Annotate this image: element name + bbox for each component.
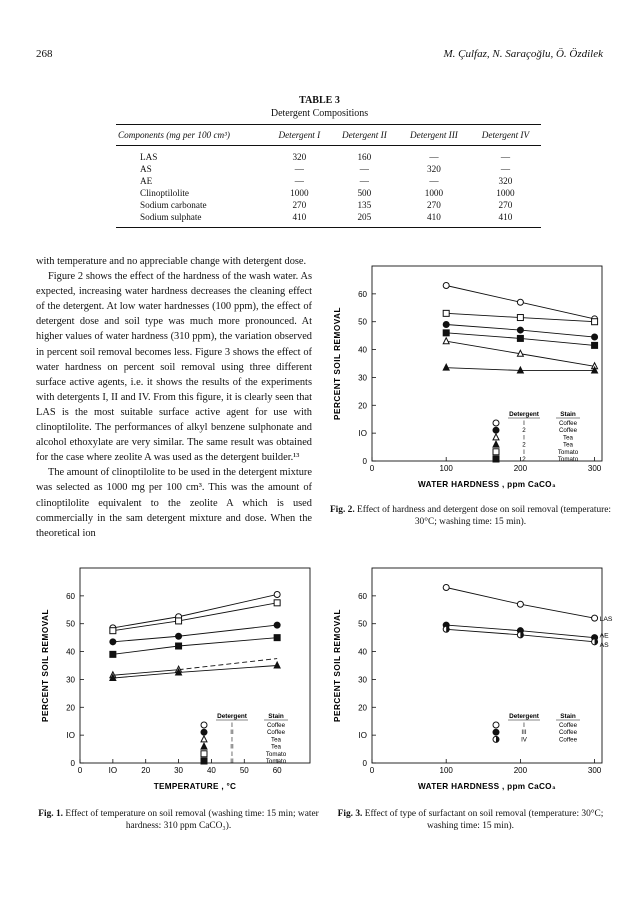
data-point [517, 601, 523, 607]
legend-detergent: 2 [522, 441, 526, 449]
legend-detergent: I [523, 448, 525, 456]
data-point [274, 635, 280, 641]
table-cell: 135 [357, 200, 372, 210]
figure-2-caption: Fig. 2. Effect of hardness and detergent dose on soil removal (temperature: 30°C; washing time: 15 min). [329, 505, 612, 527]
data-point [274, 600, 280, 606]
legend-detergent: I [523, 420, 525, 427]
legend-detergent: II [230, 729, 234, 737]
x-axis-label: WATER HARDNESS , ppm CaCO₃ [418, 782, 556, 791]
y-tick-label: 30 [66, 675, 75, 685]
y-tick-label: 40 [66, 647, 75, 657]
data-point [517, 327, 523, 333]
y-tick-label: 30 [358, 373, 367, 383]
figure-3-chart [328, 558, 613, 802]
series-line [113, 670, 179, 676]
table-cell: 270 [292, 200, 307, 210]
x-tick-label: 0 [369, 464, 375, 473]
data-point [443, 330, 449, 336]
table-row-label: Clinoptilolite [140, 188, 190, 198]
running-head-authors: M. Çulfaz, N. Saraçoğlu, Ö. Özdilek [443, 48, 603, 60]
table-row [116, 199, 541, 211]
legend-marker [493, 456, 499, 462]
legend-marker [493, 449, 499, 455]
legend-marker [493, 420, 499, 426]
table-cell: 320 [292, 152, 307, 162]
table-col-header: Detergent IV [481, 130, 530, 140]
table-cell: 1000 [424, 188, 444, 198]
paragraph: with temperature and no appreciable change with detergent dose. [36, 256, 307, 267]
table-cell: — [429, 176, 439, 186]
data-point [443, 322, 449, 328]
y-tick-label: 0 [362, 457, 367, 466]
series-line-dashed [179, 659, 278, 670]
x-tick-label: 50 [239, 766, 249, 775]
paragraph: The amount of clinoptilolite to be used in the detergent mixture was selected as 1000 mg per 100 cm³. This was the amount of clinoptilolite equivalent to the zeolite A which is used commercially in the sam detergent mixture and dose. When the theoretical ion [36, 467, 312, 539]
y-tick-label: 50 [358, 317, 367, 327]
table-row-label: Sodium carbonate [140, 200, 207, 210]
legend-stain: Tomato [557, 456, 579, 463]
table-col-header: Components (mg per 100 cm³) [118, 130, 230, 140]
y-tick-label: 50 [358, 619, 367, 629]
y-tick-label: IO [358, 731, 367, 741]
data-point [274, 622, 280, 628]
detergent-table [116, 124, 541, 228]
x-tick-label: 300 [587, 464, 602, 473]
data-point [592, 334, 598, 340]
legend-stain: Coffee [266, 729, 286, 737]
legend-stain: Coffee [558, 427, 578, 435]
legend-marker [493, 441, 499, 447]
x-tick-label: 60 [272, 766, 282, 775]
table-cell: — [294, 164, 304, 174]
legend-marker [201, 722, 207, 728]
data-point [592, 615, 598, 621]
legend-header-detergent: Detergent [509, 411, 539, 418]
figure-2-chart [328, 256, 613, 500]
legend-detergent: II [230, 758, 234, 765]
table-cell: — [294, 176, 304, 186]
table-row [116, 187, 541, 199]
x-tick-label: 40 [206, 766, 216, 775]
data-point [176, 618, 182, 624]
data-point [517, 299, 523, 305]
table-col-header: Detergent III [409, 130, 458, 140]
legend-stain: Coffee [558, 420, 578, 427]
y-tick-label: 60 [66, 591, 75, 601]
y-tick-label: 20 [66, 703, 75, 713]
data-point [443, 364, 449, 370]
series-end-label: AS [599, 641, 609, 649]
legend-detergent: I [231, 750, 233, 758]
legend-detergent: 2 [522, 456, 526, 463]
data-point [110, 628, 116, 634]
table-row-label: AS [140, 164, 152, 174]
legend-detergent: I [523, 722, 525, 729]
x-tick-label: 20 [141, 766, 151, 775]
data-point [110, 639, 116, 645]
series-end-label: AE [599, 632, 609, 640]
table-cell: 270 [427, 200, 441, 210]
table-cell: 160 [357, 152, 372, 162]
body-text-column [36, 254, 312, 541]
legend-detergent: I [523, 434, 525, 442]
legend-marker [201, 729, 207, 735]
data-point [592, 319, 598, 325]
data-point [274, 662, 280, 668]
data-point [274, 591, 280, 597]
y-tick-label: 50 [66, 619, 75, 629]
figure-1-caption: Fig. 1. Effect of temperature on soil removal (washing time: 15 min; water hardness: 310 ppm CaCO₃). [38, 809, 319, 831]
data-point [176, 643, 182, 649]
table-cell: 1000 [290, 188, 309, 198]
legend-stain: Tea [563, 434, 573, 442]
legend-header-stain: Stain [560, 411, 576, 418]
x-tick-label: 200 [513, 464, 528, 473]
legend-marker [493, 434, 499, 440]
series-end-label: LAS [599, 616, 613, 624]
table-col-header: Detergent I [278, 130, 321, 140]
x-tick-label: 200 [513, 766, 528, 775]
series-line [113, 594, 277, 627]
x-tick-label: 30 [174, 766, 184, 775]
table-cell: 320 [427, 164, 441, 174]
legend-detergent: II [230, 743, 234, 751]
legend-stain: Tea [563, 441, 573, 449]
x-tick-label: 100 [439, 464, 453, 473]
table-cell: 410 [427, 212, 441, 222]
legend-stain: Tomato [557, 448, 579, 456]
figure-1-chart [36, 558, 321, 802]
y-axis-label: PERCENT SOIL REMOVAL [333, 609, 342, 722]
y-tick-label: 60 [358, 289, 367, 299]
table-col-header: Detergent II [341, 130, 387, 140]
legend-marker [493, 427, 499, 433]
table-cell: — [359, 164, 369, 174]
table-title: Detergent Compositions [270, 108, 369, 119]
table-row-label: AE [140, 176, 153, 186]
table-cell: — [500, 152, 511, 162]
table-label: TABLE 3 [299, 95, 340, 106]
x-axis-label: TEMPERATURE , °C [153, 782, 237, 791]
x-tick-label: 300 [587, 766, 602, 775]
table-row-label: Sodium sulphate [140, 212, 202, 222]
y-tick-label: 60 [358, 591, 367, 601]
data-point [176, 633, 182, 639]
legend-stain: Tea [271, 743, 281, 751]
data-point [443, 310, 449, 316]
legend-stain: Coffee [558, 722, 578, 729]
y-axis-label: PERCENT SOIL REMOVAL [41, 609, 50, 722]
x-tick-label: 0 [369, 766, 375, 775]
table-cell: — [429, 152, 439, 162]
legend-header-stain: Stain [560, 713, 576, 720]
data-point [517, 335, 523, 341]
page-number: 268 [36, 48, 53, 60]
legend-detergent: III [521, 729, 527, 737]
y-tick-label: IO [66, 731, 75, 741]
y-tick-label: 20 [358, 401, 367, 411]
series-line [113, 603, 277, 631]
figure-3-caption: Fig. 3. Effect of type of surfactant on soil removal (temperature: 30°C; washing time: 15 min). [337, 809, 604, 831]
legend-stain: Coffee [558, 729, 578, 737]
table-cell: — [500, 164, 511, 174]
legend-marker [201, 743, 207, 749]
x-axis-label: WATER HARDNESS , ppm CaCO₃ [418, 480, 556, 489]
legend-header-detergent: Detergent [217, 713, 247, 720]
table-row [116, 175, 541, 187]
data-point [517, 315, 523, 321]
legend-marker [201, 751, 207, 757]
table-cell: 410 [498, 212, 513, 222]
table-cell: 320 [498, 176, 513, 186]
legend-marker [201, 758, 207, 764]
data-point [443, 338, 449, 344]
y-tick-label: 30 [358, 675, 367, 685]
paragraph: Figure 2 shows the effect of the hardness of the wash water. As expected, increasing water hardness decreases the cleaning effect of the detergent. At low water hardnesses (100 ppm), the effect of detergent dose and soil type was much more pronounced. At higher values of water hardness (310 ppm), the variation observed in percent soil removal becomes less. Figure 3 shows the effect of water hardness on percent soil removal using three different surface active agents, i.e. it shows the results of the experiments with detergents I, II and IV. From this figure, it is clearly seen that LAS is the most suitable surface active agent for use with clinoptilolite. The performances of alkyl benzene sulphonate and alcohol ethoxylate are very similar. The same result was obtained for the case where zeolite A was used as the detergent builder.¹³ [36, 271, 312, 464]
legend-marker [201, 736, 207, 742]
legend-stain: Coffee [558, 736, 578, 744]
legend-detergent: I [231, 736, 233, 744]
data-point [110, 651, 116, 657]
legend-stain: Tea [271, 736, 281, 744]
legend-header-detergent: Detergent [509, 713, 539, 720]
x-tick-label: IO [108, 766, 118, 775]
table-row [116, 146, 541, 164]
data-point [443, 585, 449, 591]
x-tick-label: 100 [439, 766, 453, 775]
y-tick-label: 0 [362, 759, 367, 768]
legend-stain: Coffee [266, 722, 286, 729]
table-row [116, 163, 541, 175]
legend-marker [493, 729, 499, 735]
y-tick-label: IO [358, 429, 367, 439]
legend-stain: Tomato [265, 758, 287, 765]
table-cell: 410 [292, 212, 307, 222]
data-point [443, 283, 449, 289]
table-cell: 270 [498, 200, 513, 210]
table-header-row [116, 125, 541, 146]
data-point [592, 342, 598, 348]
table-cell: — [359, 176, 369, 186]
legend-detergent: I [231, 722, 233, 729]
y-tick-label: 40 [358, 647, 367, 657]
y-axis-label: PERCENT SOIL REMOVAL [333, 307, 342, 420]
legend-marker [493, 722, 499, 728]
y-tick-label: 0 [70, 759, 75, 768]
legend-detergent: 2 [522, 427, 526, 435]
table-cell: 500 [357, 188, 372, 198]
legend-detergent: IV [521, 736, 527, 744]
legend-stain: Tomato [265, 750, 287, 758]
y-tick-label: 20 [358, 703, 367, 713]
table-row [116, 211, 541, 228]
table-cell: 1000 [496, 188, 515, 198]
table-cell: 205 [357, 212, 372, 222]
x-tick-label: 0 [77, 766, 83, 775]
y-tick-label: 40 [358, 345, 367, 355]
legend-header-stain: Stain [268, 713, 284, 720]
table-row-label: LAS [140, 152, 158, 162]
